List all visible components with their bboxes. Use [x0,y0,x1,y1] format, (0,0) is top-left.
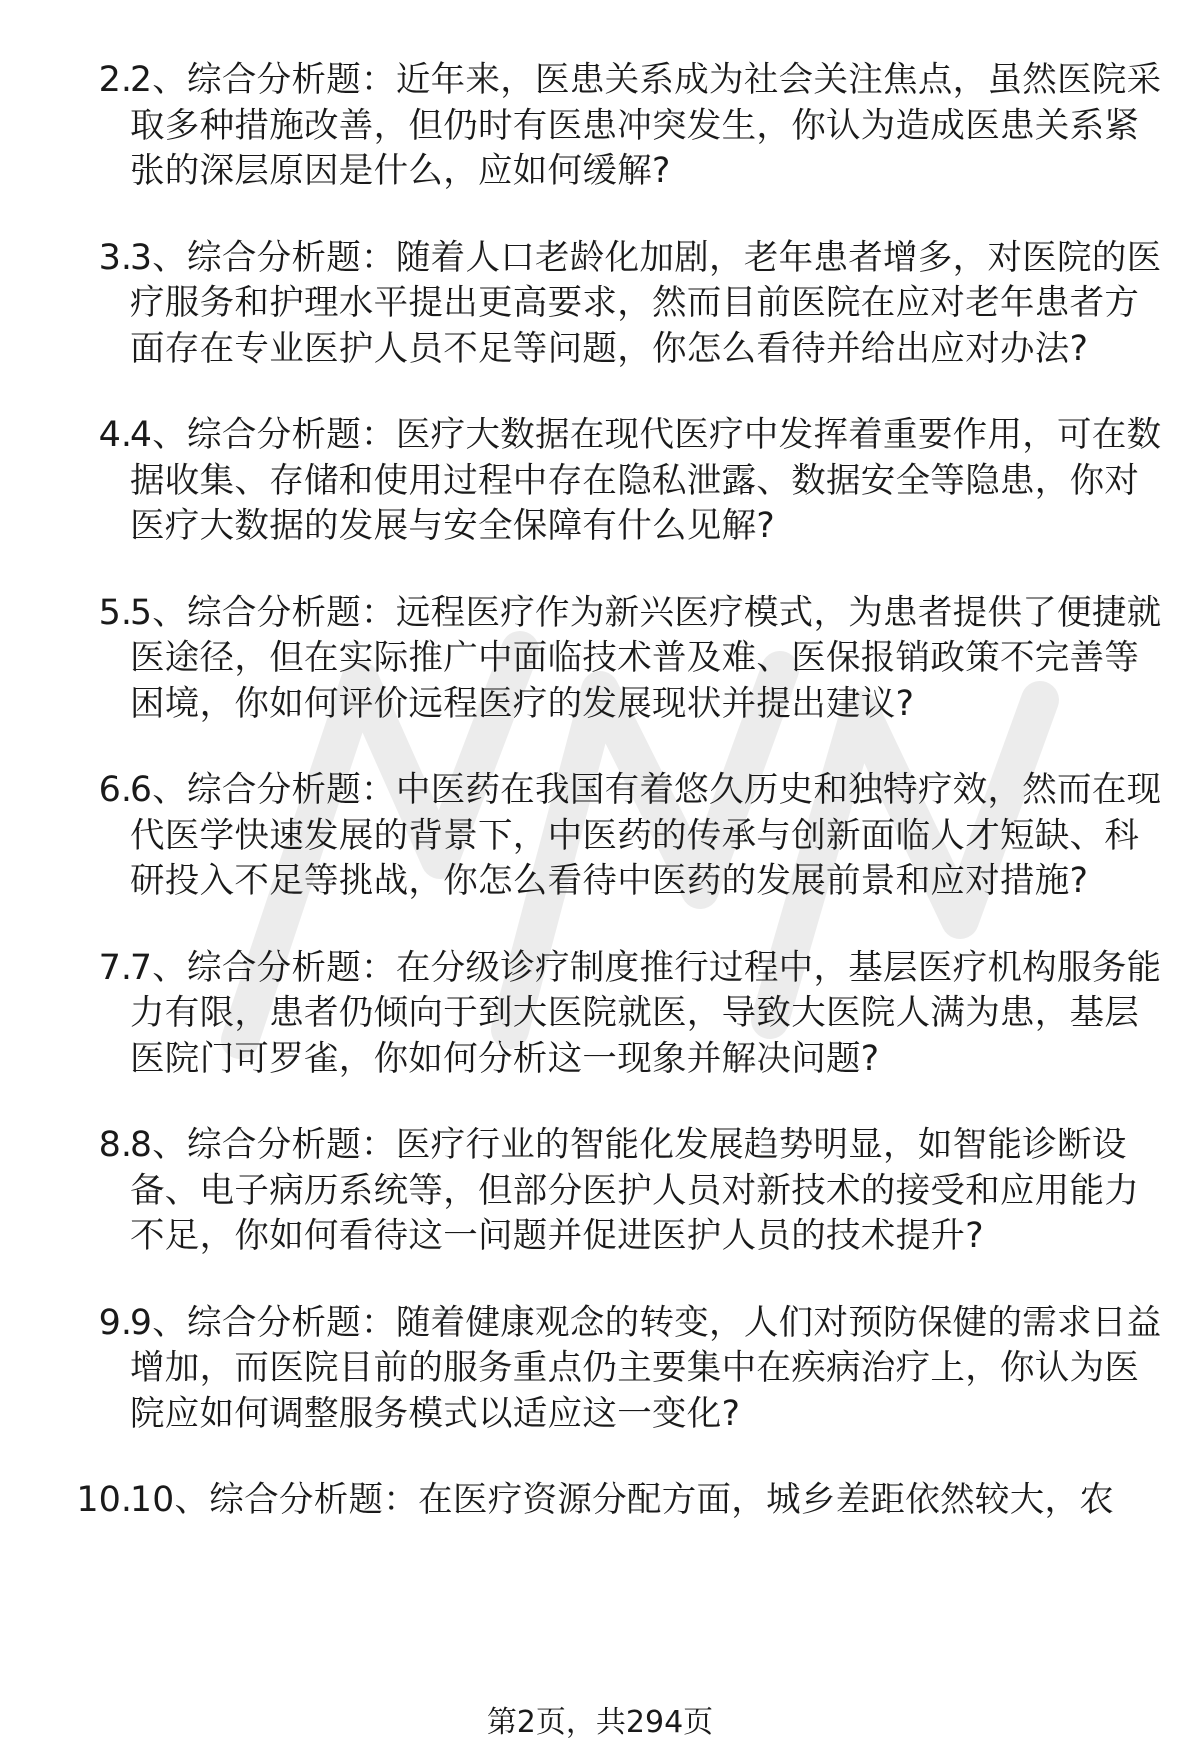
question-number: 4. [98,415,132,455]
question-text: 7、综合分析题：在分级诊疗制度推行过程中，基层医疗机构服务能力有限，患者仍倾向于到大医院就医，导致大医院人满为患，基层医院门可罗雀，你如何分析这一现象并解决问题? [130,947,1162,1079]
page-number: 第2页，共294页 [486,1705,714,1740]
question-text: 9、综合分析题：随着健康观念的转变，人们对预防保健的需求日益增加，而医院目前的服务重点仍主要集中在疾病治疗上，你认为医院应如何调整服务模式以适应这一变化? [130,1302,1162,1434]
list-item [0,58,1200,195]
list-item [0,1123,1200,1260]
question-number: 10. [76,1480,132,1520]
list-item [0,946,1200,1083]
question-text: 4、综合分析题：医疗大数据在现代医疗中发挥着重要作用，可在数据收集、存储和使用过程中存在隐私泄露、数据安全等隐患，你对医疗大数据的发展与安全保障有什么见解? [130,415,1162,546]
question-number: 9. [98,1302,132,1343]
question-number: 3. [98,237,132,278]
list-item [0,413,1200,550]
question-number: 7. [98,947,132,988]
list-item [0,236,1200,373]
question-text: 8、综合分析题：医疗行业的智能化发展趋势明显，如智能诊断设备、电子病历系统等，但部分医护人员对新技术的接受和应用能力不足，你如何看待这一问题并促进医护人员的技术提升? [130,1125,1140,1256]
question-number: 8. [98,1125,132,1165]
question-number: 5. [98,592,132,633]
question-text: 3、综合分析题：随着人口老龄化加剧，老年患者增多，对医院的医疗服务和护理水平提出更高要求，然而目前医院在应对老年患者方面存在专业医护人员不足等问题，你怎么看待并给出应对办法? [130,237,1162,369]
question-number: 6. [98,770,132,810]
list-item [0,1301,1200,1438]
question-number: 2. [98,60,132,100]
question-text: 2、综合分析题：近年来，医患关系成为社会关注焦点，虽然医院采取多种措施改善，但仍时有医患冲突发生，你认为造成医患关系紧张的深层原因是什么，应如何缓解? [130,60,1162,191]
question-list [0,58,1200,1565]
list-item [0,768,1200,905]
list-item [0,1478,1200,1524]
question-text: 10、综合分析题：在医疗资源分配方面，城乡差距依然较大，农 [130,1480,1115,1520]
list-item [0,591,1200,728]
question-text: 6、综合分析题：中医药在我国有着悠久历史和独特疗效，然而在现代医学快速发展的背景下，中医药的传承与创新面临人才短缺、科研投入不足等挑战，你怎么看待中医药的发展前景和应对措施? [130,770,1162,901]
question-text: 5、综合分析题：远程医疗作为新兴医疗模式，为患者提供了便捷就医途径，但在实际推广中面临技术普及难、医保报销政策不完善等困境，你如何评价远程医疗的发展现状并提出建议? [130,592,1162,724]
